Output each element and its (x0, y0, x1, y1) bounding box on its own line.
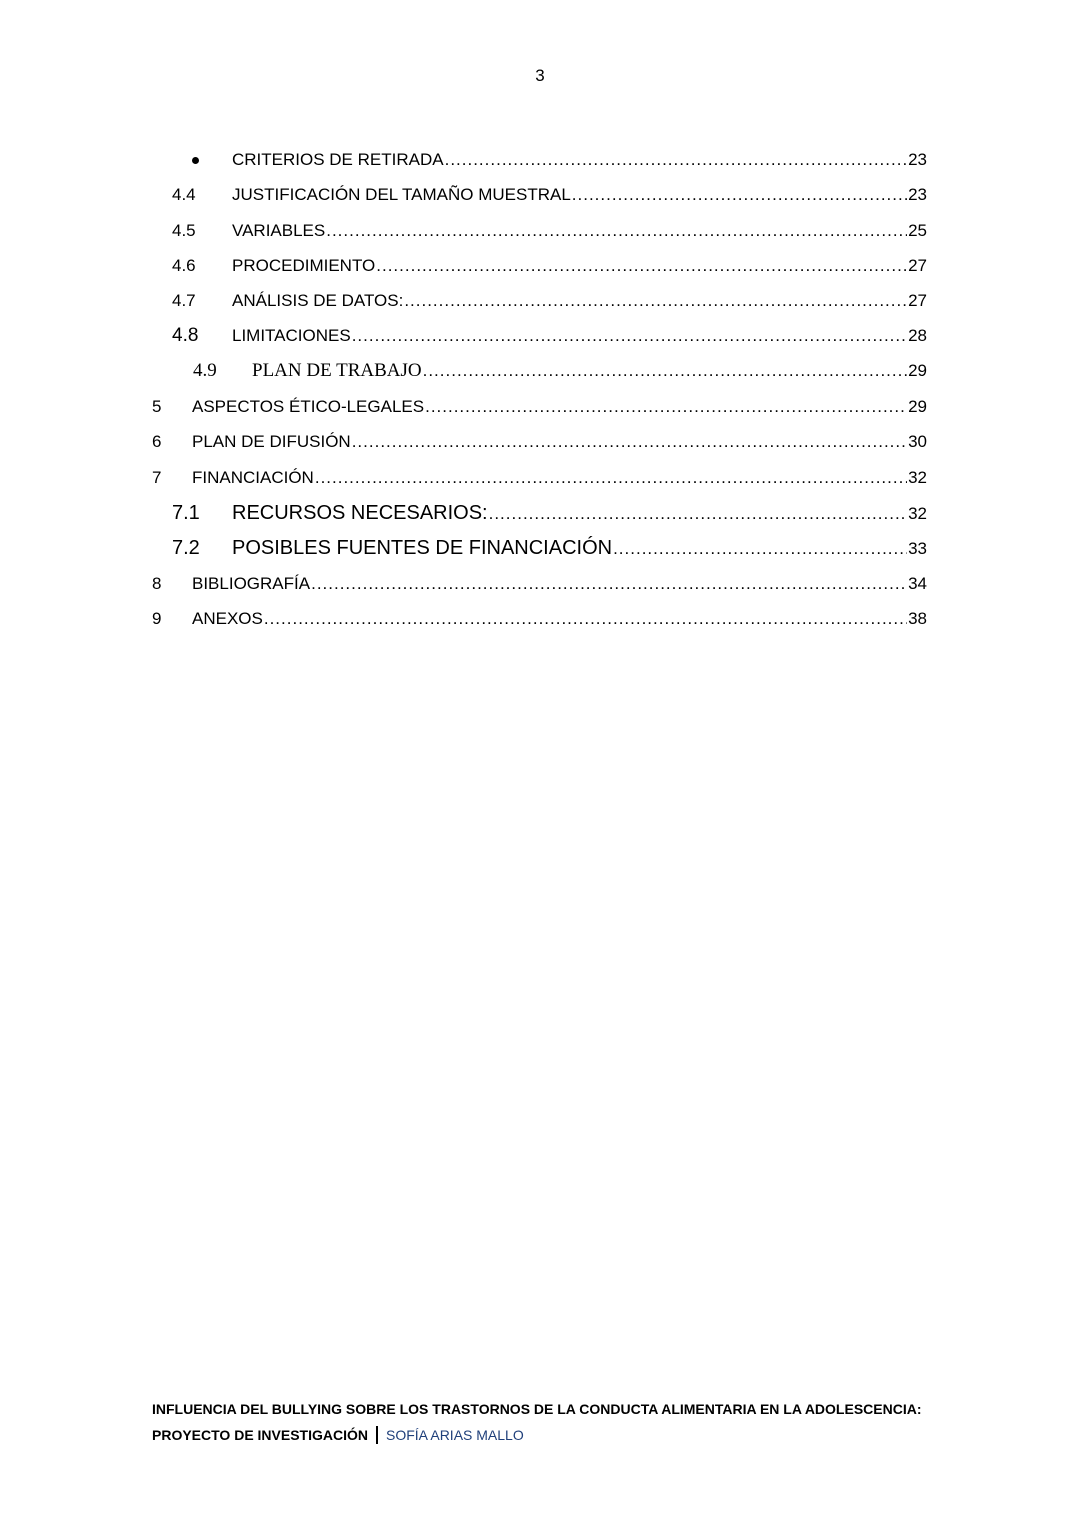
footer-subtitle-line (152, 1422, 952, 1448)
toc-leader (264, 607, 907, 631)
toc-entry[interactable] (152, 466, 927, 490)
page-number: 3 (535, 66, 545, 85)
toc-entry-page: 34 (908, 574, 927, 593)
toc-entry-page: 29 (908, 361, 927, 380)
toc-entry-page: 23 (908, 185, 927, 204)
toc-entry-title: BIBLIOGRAFÍA (192, 574, 311, 593)
toc-entry-title: PLAN DE TRABAJO (252, 360, 422, 381)
toc-leader (311, 572, 907, 596)
toc-entry-number: 4.5 (172, 221, 196, 240)
toc-entry-page: 32 (908, 468, 927, 487)
toc-entry[interactable] (172, 536, 927, 560)
toc-entry-number: 7 (152, 468, 162, 487)
toc-entry-page: 27 (908, 256, 927, 275)
toc-entry-title: VARIABLES (232, 221, 326, 240)
toc-entry[interactable] (172, 289, 927, 313)
toc-leader (315, 466, 907, 490)
toc-entry[interactable] (172, 254, 927, 278)
toc-entry[interactable] (172, 183, 927, 207)
toc-entry-number: 4.4 (172, 185, 196, 204)
toc-entry-number: 9 (152, 609, 162, 628)
toc-entry[interactable] (152, 430, 927, 454)
toc-entry-title: CRITERIOS DE RETIRADA (232, 150, 444, 169)
toc-bullet (192, 148, 232, 172)
toc-leader (404, 289, 907, 313)
toc-leader (445, 148, 907, 172)
toc-entry-page: 33 (908, 539, 927, 558)
toc-entry-title: ANÁLISIS DE DATOS: (232, 291, 404, 310)
toc-entry-page: 27 (908, 291, 927, 310)
toc-entry-title: ASPECTOS ÉTICO-LEGALES (192, 397, 425, 416)
toc-leader (613, 537, 907, 561)
toc-entry-number: 4.8 (172, 325, 199, 346)
toc-entry-title: RECURSOS NECESARIOS: (232, 502, 488, 524)
toc-entry-number: 4.7 (172, 291, 196, 310)
toc-entry-title: LIMITACIONES (232, 326, 351, 345)
toc-entry[interactable] (172, 219, 927, 243)
toc-entry-title: JUSTIFICACIÓN DEL TAMAÑO MUESTRAL (232, 185, 571, 204)
toc-entry[interactable] (152, 607, 927, 631)
toc-entry-title: POSIBLES FUENTES DE FINANCIACIÓN (232, 537, 613, 559)
toc-entry-page: 25 (908, 221, 927, 240)
toc-entry[interactable] (172, 501, 927, 525)
toc-entry-number: 6 (152, 432, 162, 451)
toc-leader (376, 254, 907, 278)
page-footer (152, 1396, 952, 1448)
toc-entry[interactable] (172, 324, 927, 348)
toc-entry-page: 30 (908, 432, 927, 451)
toc-entry-number: 4.9 (193, 360, 217, 381)
toc-entry-number: 5 (152, 397, 162, 416)
toc-entry-page: 28 (908, 326, 927, 345)
footer-title-line: INFLUENCIA DEL BULLYING SOBRE LOS TRASTORNOS DE LA CONDUCTA ALIMENTARIA EN LA ADOLESCENCIA: (152, 1401, 922, 1417)
toc-entry-title: ANEXOS (192, 609, 263, 628)
toc-entry-page: 38 (908, 609, 927, 628)
toc-entry-number: 4.6 (172, 256, 196, 275)
toc-leader (489, 502, 907, 526)
toc-entry-number: 8 (152, 574, 162, 593)
bullet-icon (192, 157, 199, 164)
toc-leader (352, 430, 907, 454)
toc-leader (425, 395, 907, 419)
toc-entry[interactable] (152, 395, 927, 419)
toc-leader (572, 183, 907, 207)
toc-entry-title: PROCEDIMIENTO (232, 256, 376, 275)
toc-entry-page: 23 (908, 150, 927, 169)
toc-entry[interactable] (152, 572, 927, 596)
toc-entry-title: FINANCIACIÓN (192, 468, 314, 487)
footer-separator (376, 1426, 378, 1444)
footer-subtitle: PROYECTO DE INVESTIGACIÓN (152, 1427, 368, 1443)
toc-entry-title: PLAN DE DIFUSIÓN (192, 432, 351, 451)
toc-entry-number: 7.1 (172, 502, 200, 524)
footer-author: SOFÍA ARIAS MALLO (386, 1427, 524, 1443)
toc-leader (423, 359, 907, 383)
toc-leader (352, 324, 907, 348)
toc-entry[interactable] (192, 148, 927, 172)
toc-entry-page: 32 (908, 504, 927, 523)
toc-leader (326, 219, 907, 243)
toc-entry-number: 7.2 (172, 537, 200, 559)
toc-entry-page: 29 (908, 397, 927, 416)
toc-entry[interactable] (193, 359, 927, 383)
